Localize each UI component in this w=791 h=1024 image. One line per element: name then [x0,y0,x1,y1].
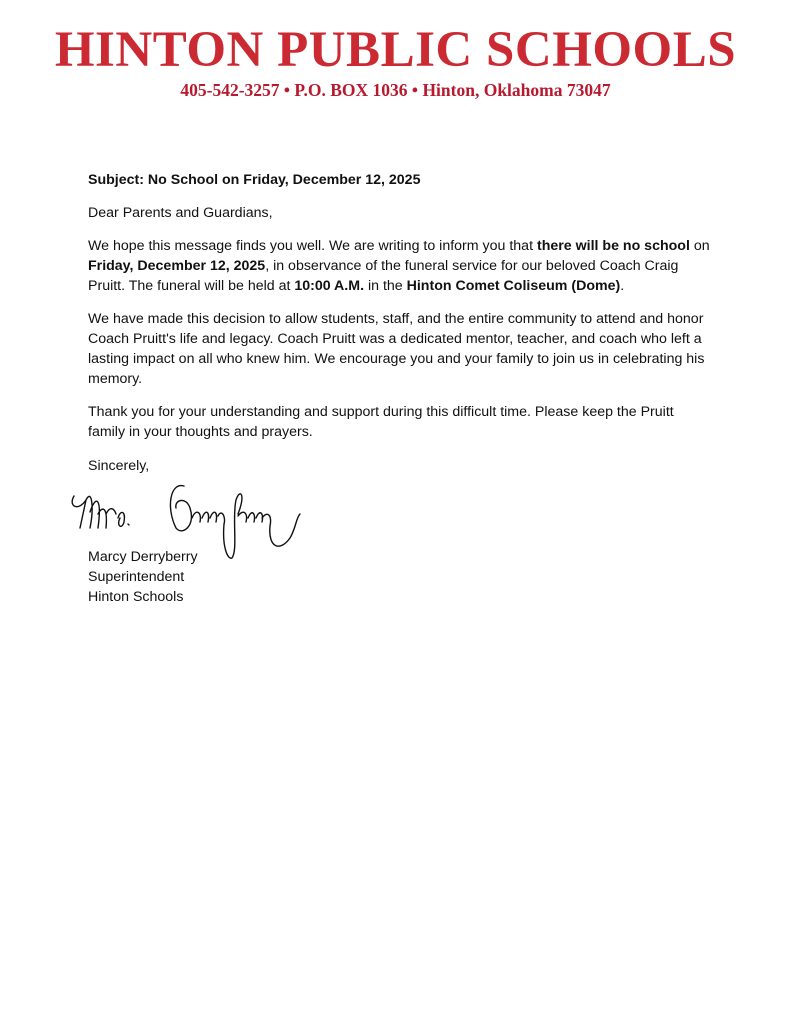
text: We hope this message finds you well. We are writing to inform you that [88,238,537,254]
signer-role: Superintendent [88,569,185,585]
letterhead-title: HINTON PUBLIC SCHOOLS [54,22,737,78]
signer-name: Marcy Derryberry [88,549,198,565]
paragraph-1 [88,236,713,296]
subject-line: Subject: No School on Friday, December 12, 2025 [88,172,421,188]
text: on [689,238,710,254]
bold-text: there will be no school [536,238,690,254]
phone: 405-542-3257 [180,80,280,100]
letterhead-address [0,80,791,101]
paragraph-3: Thank you for your understanding and support during this difficult time. Please keep the Pruitt family in your thoughts and prayers. [88,404,674,440]
signer-org: Hinton Schools [88,589,184,605]
bold-text: Hinton Comet Coliseum (Dome) [406,278,621,294]
po-box: P.O. BOX 1036 [294,80,408,100]
bold-text: 10:00 A.M. [294,278,365,294]
valediction: Sincerely, [88,458,150,474]
text: , in observance of the funeral service for our beloved Coach Craig Pruitt. The funeral will be held at [88,258,679,294]
city: Hinton, Oklahoma 73047 [422,80,611,100]
text: in the [364,278,407,294]
signer-block [88,547,198,607]
bullet-separator: • [283,80,291,100]
bullet-separator: • [411,80,419,100]
greeting: Dear Parents and Guardians, [88,205,273,221]
bold-text: Friday, December 12, 2025 [88,258,266,274]
paragraph-2: We have made this decision to allow students, staff, and the entire community to attend and honor Coach Pruitt's life and legacy. Coach Pruitt was a dedicated mentor, teacher, and coach who left a lasting impact on all who knew him. We encourage you and your family to join us in celebrating his memory. [88,311,705,387]
letter-body [88,170,713,455]
text: . [620,278,625,294]
